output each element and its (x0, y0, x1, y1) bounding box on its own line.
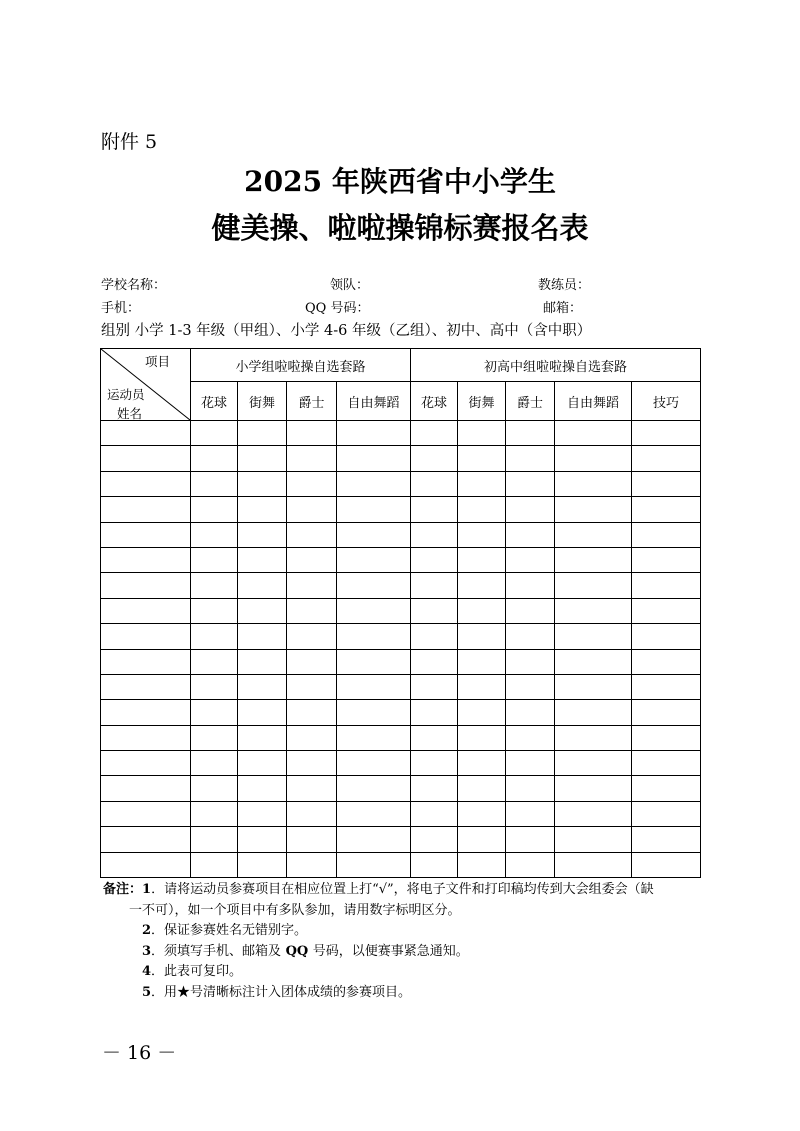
entry-cell[interactable] (337, 522, 411, 547)
entry-cell[interactable] (238, 497, 287, 522)
entry-cell[interactable] (506, 776, 555, 801)
entry-cell[interactable] (458, 421, 506, 446)
col-primary-freestyle: 自由舞蹈 (337, 382, 411, 421)
entry-cell[interactable] (555, 421, 632, 446)
entry-cell[interactable] (506, 801, 555, 826)
entry-cell[interactable] (632, 446, 701, 471)
entry-cell[interactable] (287, 801, 337, 826)
entry-cell[interactable] (458, 776, 506, 801)
entry-cell[interactable] (287, 547, 337, 572)
entry-cell[interactable] (337, 547, 411, 572)
title-line-1: 2025 年陕西省中小学生 (244, 165, 556, 198)
entry-cell[interactable] (632, 852, 701, 877)
entry-cell[interactable] (555, 547, 632, 572)
corner-athlete-label: 运动员 (107, 387, 145, 402)
athlete-name-cell[interactable] (101, 801, 191, 826)
entry-cell[interactable] (555, 700, 632, 725)
entry-cell[interactable] (458, 573, 506, 598)
entry-cell[interactable] (238, 776, 287, 801)
entry-cell[interactable] (287, 446, 337, 471)
entry-cell[interactable] (337, 801, 411, 826)
entry-cell[interactable] (411, 624, 458, 649)
entry-cell[interactable] (506, 497, 555, 522)
entry-cell[interactable] (337, 649, 411, 674)
entry-cell[interactable] (632, 725, 701, 750)
notes-section (103, 880, 703, 1003)
entry-cell[interactable] (337, 852, 411, 877)
entry-cell[interactable] (337, 497, 411, 522)
entry-cell[interactable] (411, 598, 458, 623)
registration-table (100, 348, 701, 878)
entry-cell[interactable] (632, 497, 701, 522)
entry-cell[interactable] (337, 776, 411, 801)
entry-cell[interactable] (506, 421, 555, 446)
entry-cell[interactable] (458, 801, 506, 826)
entry-cell[interactable] (411, 827, 458, 852)
secondary-group-header: 初高中组啦啦操自选套路 (411, 349, 701, 382)
note-4: 4．此表可复印。 (142, 964, 243, 979)
entry-cell[interactable] (411, 446, 458, 471)
entry-cell[interactable] (506, 624, 555, 649)
entry-cell[interactable] (337, 827, 411, 852)
entry-cell[interactable] (555, 827, 632, 852)
entry-cell[interactable] (411, 497, 458, 522)
entry-cell[interactable] (555, 522, 632, 547)
entry-cell[interactable] (287, 674, 337, 699)
entry-cell[interactable] (191, 522, 238, 547)
entry-cell[interactable] (506, 598, 555, 623)
table-row (101, 497, 701, 522)
entry-cell[interactable] (191, 852, 238, 877)
entry-cell[interactable] (632, 674, 701, 699)
entry-cell[interactable] (458, 547, 506, 572)
col-secondary-hiphop: 街舞 (458, 382, 506, 421)
entry-cell[interactable] (287, 421, 337, 446)
entry-cell[interactable] (411, 852, 458, 877)
note-1-continued: 一不可），如一个项目中有多队参加，请用数字标明区分。 (129, 902, 461, 918)
entry-cell[interactable] (506, 471, 555, 496)
entry-cell[interactable] (238, 446, 287, 471)
athlete-name-cell[interactable] (101, 852, 191, 877)
entry-cell[interactable] (632, 573, 701, 598)
entry-cell[interactable] (191, 827, 238, 852)
entry-cell[interactable] (287, 649, 337, 674)
entry-cell[interactable] (191, 497, 238, 522)
page-number: － 16 － (102, 1042, 177, 1064)
entry-cell[interactable] (238, 674, 287, 699)
entry-cell[interactable] (632, 471, 701, 496)
entry-cell[interactable] (555, 471, 632, 496)
note-1: 备注：1．请将运动员参赛项目在相应位置上打“√”，将电子文件和打印稿均传到大会组委会（缺 (103, 882, 654, 897)
athlete-name-cell[interactable] (101, 471, 191, 496)
entry-cell[interactable] (287, 522, 337, 547)
entry-cell[interactable] (238, 598, 287, 623)
entry-cell[interactable] (632, 598, 701, 623)
entry-cell[interactable] (555, 852, 632, 877)
entry-cell[interactable] (555, 674, 632, 699)
entry-cell[interactable] (238, 725, 287, 750)
entry-cell[interactable] (411, 751, 458, 776)
entry-cell[interactable] (411, 776, 458, 801)
title-line-2: 健美操、啦啦操锦标赛报名表 (211, 211, 589, 245)
entry-cell[interactable] (287, 624, 337, 649)
col-secondary-jazz: 爵士 (506, 382, 555, 421)
entry-cell[interactable] (337, 700, 411, 725)
entry-cell[interactable] (238, 624, 287, 649)
school-name-label: 学校名称： (101, 278, 167, 293)
entry-cell[interactable] (458, 446, 506, 471)
entry-cell[interactable] (632, 649, 701, 674)
email-label: 邮箱： (543, 301, 583, 316)
column-header-row (101, 382, 701, 421)
entry-cell[interactable] (191, 598, 238, 623)
entry-cell[interactable] (191, 573, 238, 598)
entry-cell[interactable] (555, 801, 632, 826)
col-primary-pompom: 花球 (191, 382, 238, 421)
athlete-name-cell[interactable] (101, 497, 191, 522)
entry-cell[interactable] (458, 674, 506, 699)
entry-cell[interactable] (506, 852, 555, 877)
entry-cell[interactable] (506, 700, 555, 725)
entry-cell[interactable] (506, 547, 555, 572)
entry-cell[interactable] (238, 421, 287, 446)
attachment-label: 附件 5 (101, 131, 158, 153)
entry-cell[interactable] (458, 700, 506, 725)
entry-cell[interactable] (555, 751, 632, 776)
entry-cell[interactable] (337, 751, 411, 776)
col-secondary-pompom: 花球 (411, 382, 458, 421)
entry-cell[interactable] (238, 522, 287, 547)
coach-label: 教练员： (538, 278, 591, 293)
entry-cell[interactable] (411, 421, 458, 446)
table-row (101, 547, 701, 572)
entry-cell[interactable] (411, 801, 458, 826)
table-row (101, 624, 701, 649)
entry-cell[interactable] (632, 547, 701, 572)
entry-cell[interactable] (287, 725, 337, 750)
entry-cell[interactable] (411, 649, 458, 674)
entry-cell[interactable] (506, 751, 555, 776)
athlete-name-cell[interactable] (101, 573, 191, 598)
entry-cell[interactable] (555, 497, 632, 522)
notes-prefix: 备注： (103, 882, 143, 897)
entry-cell[interactable] (191, 547, 238, 572)
entry-rows (101, 421, 701, 878)
entry-cell[interactable] (337, 573, 411, 598)
entry-cell[interactable] (287, 776, 337, 801)
entry-cell[interactable] (632, 624, 701, 649)
entry-cell[interactable] (411, 547, 458, 572)
entry-cell[interactable] (411, 573, 458, 598)
entry-cell[interactable] (238, 649, 287, 674)
corner-name-label: 姓名 (117, 406, 143, 421)
entry-cell[interactable] (555, 573, 632, 598)
table-row (101, 827, 701, 852)
corner-diagonal-cell (101, 349, 191, 421)
entry-cell[interactable] (632, 801, 701, 826)
entry-cell[interactable] (191, 624, 238, 649)
table-row (101, 471, 701, 496)
group-line: 组别 小学 1-3 年级（甲组）、小学 4-6 年级（乙组）、初中、高中（含中职） (101, 323, 592, 339)
entry-cell[interactable] (287, 573, 337, 598)
entry-cell[interactable] (191, 700, 238, 725)
col-secondary-stunts: 技巧 (632, 382, 701, 421)
athlete-name-cell[interactable] (101, 446, 191, 471)
athlete-name-cell[interactable] (101, 624, 191, 649)
table-row (101, 421, 701, 446)
entry-cell[interactable] (458, 497, 506, 522)
entry-cell[interactable] (411, 725, 458, 750)
col-secondary-freestyle: 自由舞蹈 (555, 382, 632, 421)
entry-cell[interactable] (287, 751, 337, 776)
table-row (101, 649, 701, 674)
entry-cell[interactable] (191, 725, 238, 750)
entry-cell[interactable] (191, 776, 238, 801)
entry-cell[interactable] (555, 649, 632, 674)
entry-cell[interactable] (632, 776, 701, 801)
entry-cell[interactable] (506, 725, 555, 750)
entry-cell[interactable] (506, 649, 555, 674)
table-row (101, 598, 701, 623)
athlete-name-cell[interactable] (101, 776, 191, 801)
entry-cell[interactable] (458, 522, 506, 547)
qq-label: QQ 号码： (305, 301, 370, 316)
phone-label: 手机： (101, 301, 141, 316)
entry-cell[interactable] (337, 725, 411, 750)
table-row (101, 446, 701, 471)
note-5: 5．用★号清晰标注计入团体成绩的参赛项目。 (142, 984, 412, 1000)
entry-cell[interactable] (632, 421, 701, 446)
entry-cell[interactable] (238, 751, 287, 776)
table-row (101, 573, 701, 598)
athlete-name-cell[interactable] (101, 751, 191, 776)
entry-cell[interactable] (458, 624, 506, 649)
entry-cell[interactable] (458, 725, 506, 750)
table-row (101, 776, 701, 801)
entry-cell[interactable] (191, 421, 238, 446)
entry-cell[interactable] (191, 649, 238, 674)
table-row (101, 751, 701, 776)
entry-cell[interactable] (411, 700, 458, 725)
entry-cell[interactable] (506, 522, 555, 547)
entry-cell[interactable] (632, 827, 701, 852)
athlete-name-cell[interactable] (101, 725, 191, 750)
entry-cell[interactable] (458, 852, 506, 877)
entry-cell[interactable] (506, 446, 555, 471)
entry-cell[interactable] (458, 649, 506, 674)
entry-cell[interactable] (632, 700, 701, 725)
table-row (101, 801, 701, 826)
entry-cell[interactable] (555, 624, 632, 649)
entry-cell[interactable] (191, 446, 238, 471)
table-row (101, 700, 701, 725)
entry-cell[interactable] (238, 573, 287, 598)
entry-cell[interactable] (287, 497, 337, 522)
entry-cell[interactable] (238, 827, 287, 852)
entry-cell[interactable] (411, 471, 458, 496)
entry-cell[interactable] (411, 674, 458, 699)
entry-cell[interactable] (238, 547, 287, 572)
entry-cell[interactable] (337, 446, 411, 471)
entry-cell[interactable] (506, 827, 555, 852)
entry-cell[interactable] (555, 725, 632, 750)
athlete-name-cell[interactable] (101, 421, 191, 446)
table-row (101, 674, 701, 699)
entry-cell[interactable] (337, 598, 411, 623)
entry-cell[interactable] (458, 751, 506, 776)
primary-group-header: 小学组啦啦操自选套路 (191, 349, 411, 382)
entry-cell[interactable] (287, 852, 337, 877)
entry-cell[interactable] (238, 700, 287, 725)
entry-cell[interactable] (506, 573, 555, 598)
entry-cell[interactable] (238, 471, 287, 496)
athlete-name-cell[interactable] (101, 649, 191, 674)
entry-cell[interactable] (458, 827, 506, 852)
entry-cell[interactable] (337, 421, 411, 446)
corner-item-label: 项目 (145, 354, 171, 369)
entry-cell[interactable] (458, 471, 506, 496)
entry-cell[interactable] (238, 852, 287, 877)
athlete-name-cell[interactable] (101, 700, 191, 725)
athlete-name-cell[interactable] (101, 598, 191, 623)
entry-cell[interactable] (191, 801, 238, 826)
entry-cell[interactable] (458, 598, 506, 623)
athlete-name-cell[interactable] (101, 547, 191, 572)
note-2: 2．保证参赛姓名无错别字。 (142, 923, 308, 938)
entry-cell[interactable] (632, 751, 701, 776)
table-row (101, 522, 701, 547)
table-row (101, 852, 701, 877)
entry-cell[interactable] (555, 776, 632, 801)
entry-cell[interactable] (191, 751, 238, 776)
note-3: 3．须填写手机、邮箱及 QQ 号码，以便赛事紧急通知。 (142, 943, 469, 959)
entry-cell[interactable] (191, 471, 238, 496)
col-primary-hiphop: 街舞 (238, 382, 287, 421)
entry-cell[interactable] (337, 471, 411, 496)
entry-cell[interactable] (632, 522, 701, 547)
entry-cell[interactable] (506, 674, 555, 699)
leader-label: 领队： (330, 278, 370, 293)
athlete-name-cell[interactable] (101, 827, 191, 852)
entry-cell[interactable] (411, 522, 458, 547)
entry-cell[interactable] (287, 827, 337, 852)
table-row (101, 725, 701, 750)
entry-cell[interactable] (191, 674, 238, 699)
entry-cell[interactable] (287, 471, 337, 496)
entry-cell[interactable] (555, 446, 632, 471)
entry-cell[interactable] (238, 801, 287, 826)
entry-cell[interactable] (287, 700, 337, 725)
athlete-name-cell[interactable] (101, 522, 191, 547)
col-primary-jazz: 爵士 (287, 382, 337, 421)
entry-cell[interactable] (555, 598, 632, 623)
entry-cell[interactable] (287, 598, 337, 623)
entry-cell[interactable] (337, 624, 411, 649)
entry-cell[interactable] (337, 674, 411, 699)
athlete-name-cell[interactable] (101, 674, 191, 699)
